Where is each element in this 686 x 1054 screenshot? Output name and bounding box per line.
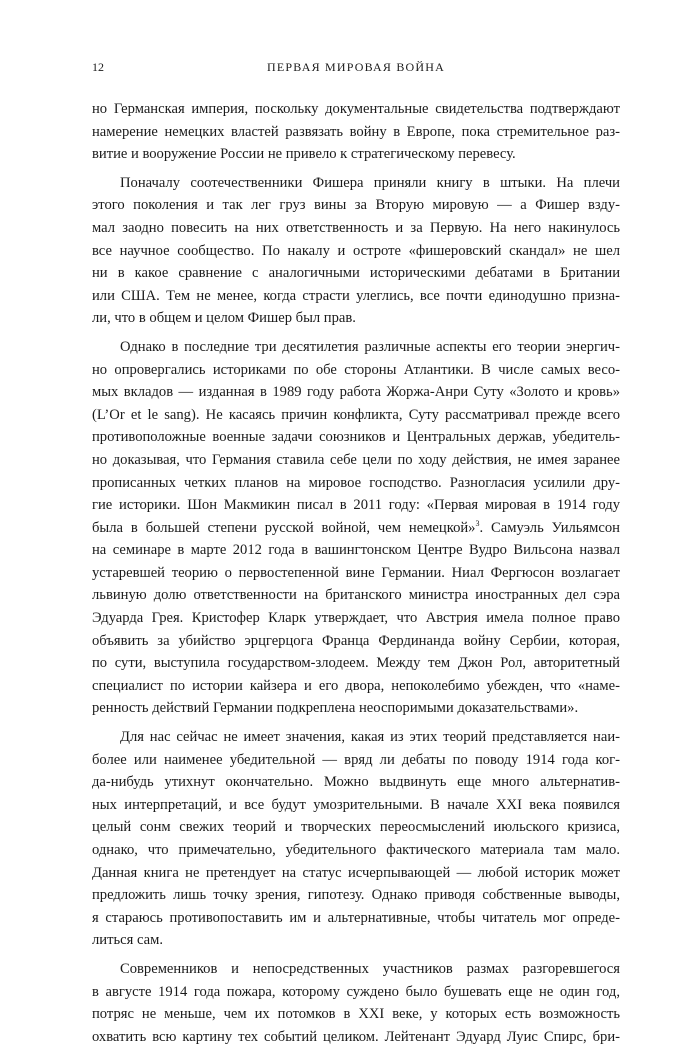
text-line: более или наименее убедительной — вряд ли дебаты по поводу 1914 года ког-: [92, 751, 620, 768]
text-line: Эдуарда Грея. Кристофер Кларк утверждает, что Австрия имела полное право: [92, 610, 620, 627]
text-line: мых вкладов — изданная в 1989 году работа Жоржа-Анри Суту «Золото и кровь»: [92, 384, 620, 401]
text-line: по сути, выступила государством-злодеем. Между тем Джон Рол, авторитетный: [92, 655, 620, 672]
text-line: (L’Or et le sang). Не касаясь причин конфликта, Суту рассматривал прежде всего: [92, 406, 620, 423]
text-line: да-нибудь утихнут окончательно. Можно выдвинуть еще много альтернатив-: [92, 774, 620, 791]
text-line: но опровергались историками по обе стороны Атлантики. В числе самых весо-: [92, 361, 620, 378]
text-line: Однако в последние три десятилетия различные аспекты его теории энергич-: [120, 338, 620, 355]
text-line: предложить лишь точку зрения, гипотезу. Однако приводя собственные выводы,: [92, 887, 620, 904]
text-line: однако, что примечательно, убедительного фактического материала там мало.: [92, 842, 620, 858]
text-line: гие историки. Шон Макмикин писал в 2011 году: «Первая мировая в 1914 году: [92, 497, 620, 514]
text-line: литься сам.: [92, 932, 163, 949]
text-line: противоположные военные задачи союзников и Центральных держав, убедитель-: [92, 429, 620, 446]
page-header: [92, 60, 620, 80]
body-text: [92, 98, 620, 1054]
paragraph-3: [92, 336, 620, 720]
paragraph-5: [92, 958, 620, 1048]
text-line: Современников и непосредственных участников размах разгоревшегося: [120, 960, 620, 977]
text-line: но Германская империя, поскольку документальные свидетельства подтверждают: [92, 101, 620, 117]
text-line: прописанных четких планов на мировое господство. Разногласия усилили дру-: [92, 474, 620, 491]
text-line: львиную долю ответственности на британского министра иностранных дел сэра: [92, 587, 620, 604]
text-line: целый сонм свежих теорий и творческих переосмыслений июльского кризиса,: [92, 819, 620, 836]
text-line: все научное сообщество. По накалу и остроте «фишеровский скандал» не шел: [92, 242, 620, 259]
text-line: ли, что в общем и целом Фишер был прав.: [92, 310, 356, 327]
paragraph-4: [92, 726, 620, 952]
text-line: в августе 1914 года пожара, которому суждено было бушевать еще не один год,: [92, 983, 620, 1000]
text-line: ренность действий Германии подкреплена неоспоримыми доказательствами».: [92, 700, 579, 717]
text-line: или США. Тем не менее, когда страсти улеглись, все почти единодушно призна-: [92, 287, 620, 304]
text-line: этого поколения и так лег груз вины за Вторую мировую — а Фишер взду-: [92, 197, 620, 214]
text-line: намерение немецких властей развязать войну в Европе, пока стремительное раз-: [92, 123, 620, 140]
text-segment: . Самуэль Уильямсон: [479, 519, 620, 536]
running-title: ПЕРВАЯ МИРОВАЯ ВОЙНА: [267, 60, 445, 74]
text-line: ни в какое сравнение с аналогичными историческими дебатами в Британии: [92, 265, 620, 282]
text-line: устаревшей теорию о первостепенной вине Германии. Ниал Фергюсон возлагает: [92, 564, 620, 581]
text-line-with-footnote: [92, 517, 620, 540]
text-line: специалист по истории кайзера и его двора, непоколебимо убежден, что «наме-: [92, 677, 620, 694]
paragraph-1: [92, 98, 620, 166]
text-line: Поначалу соотечественники Фишера приняли книгу в штыки. На плечи: [120, 174, 620, 191]
text-line: на семинаре в марте 2012 года в вашингтонском Центре Вудро Вильсона назвал: [92, 542, 620, 559]
text-line: я стараюсь противопоставить им и альтернативные, чтобы читатель мог опреде-: [92, 909, 620, 926]
text-line: потряс не меньше, чем их потомков в XXI веке, у которых есть возможность: [92, 1006, 620, 1023]
text-line: Данная книга не претендует на статус исчерпывающей — любой историк может: [92, 864, 620, 881]
paragraph-2: [92, 172, 620, 330]
footnote-reference[interactable]: 3: [475, 518, 480, 528]
text-line: Для нас сейчас не имеет значения, какая из этих теорий представляется наи-: [120, 729, 620, 746]
text-line: ных интерпретаций, и все будут умозрительными. В начале XXI века появился: [92, 796, 620, 813]
text-line: мал заодно повесить на них ответственность и за Первую. На него накинулось: [92, 219, 620, 236]
page-number: 12: [92, 60, 104, 74]
text-line: витие и вооружение России не привело к стратегическому перевесу.: [92, 146, 516, 163]
text-line: но доказывая, что Германия ставила себе цели по ходу действия, не имея заранее: [92, 451, 620, 468]
text-line: объявить за убийство эрцгерцога Франца Фердинанда войну Сербии, которая,: [92, 632, 620, 649]
text-segment: была в большей степени русской войной, чем немецкой»: [92, 519, 476, 536]
text-line: охватить всю картину тех событий целиком. Лейтенант Эдуард Луис Спирс, бри-: [92, 1028, 620, 1045]
